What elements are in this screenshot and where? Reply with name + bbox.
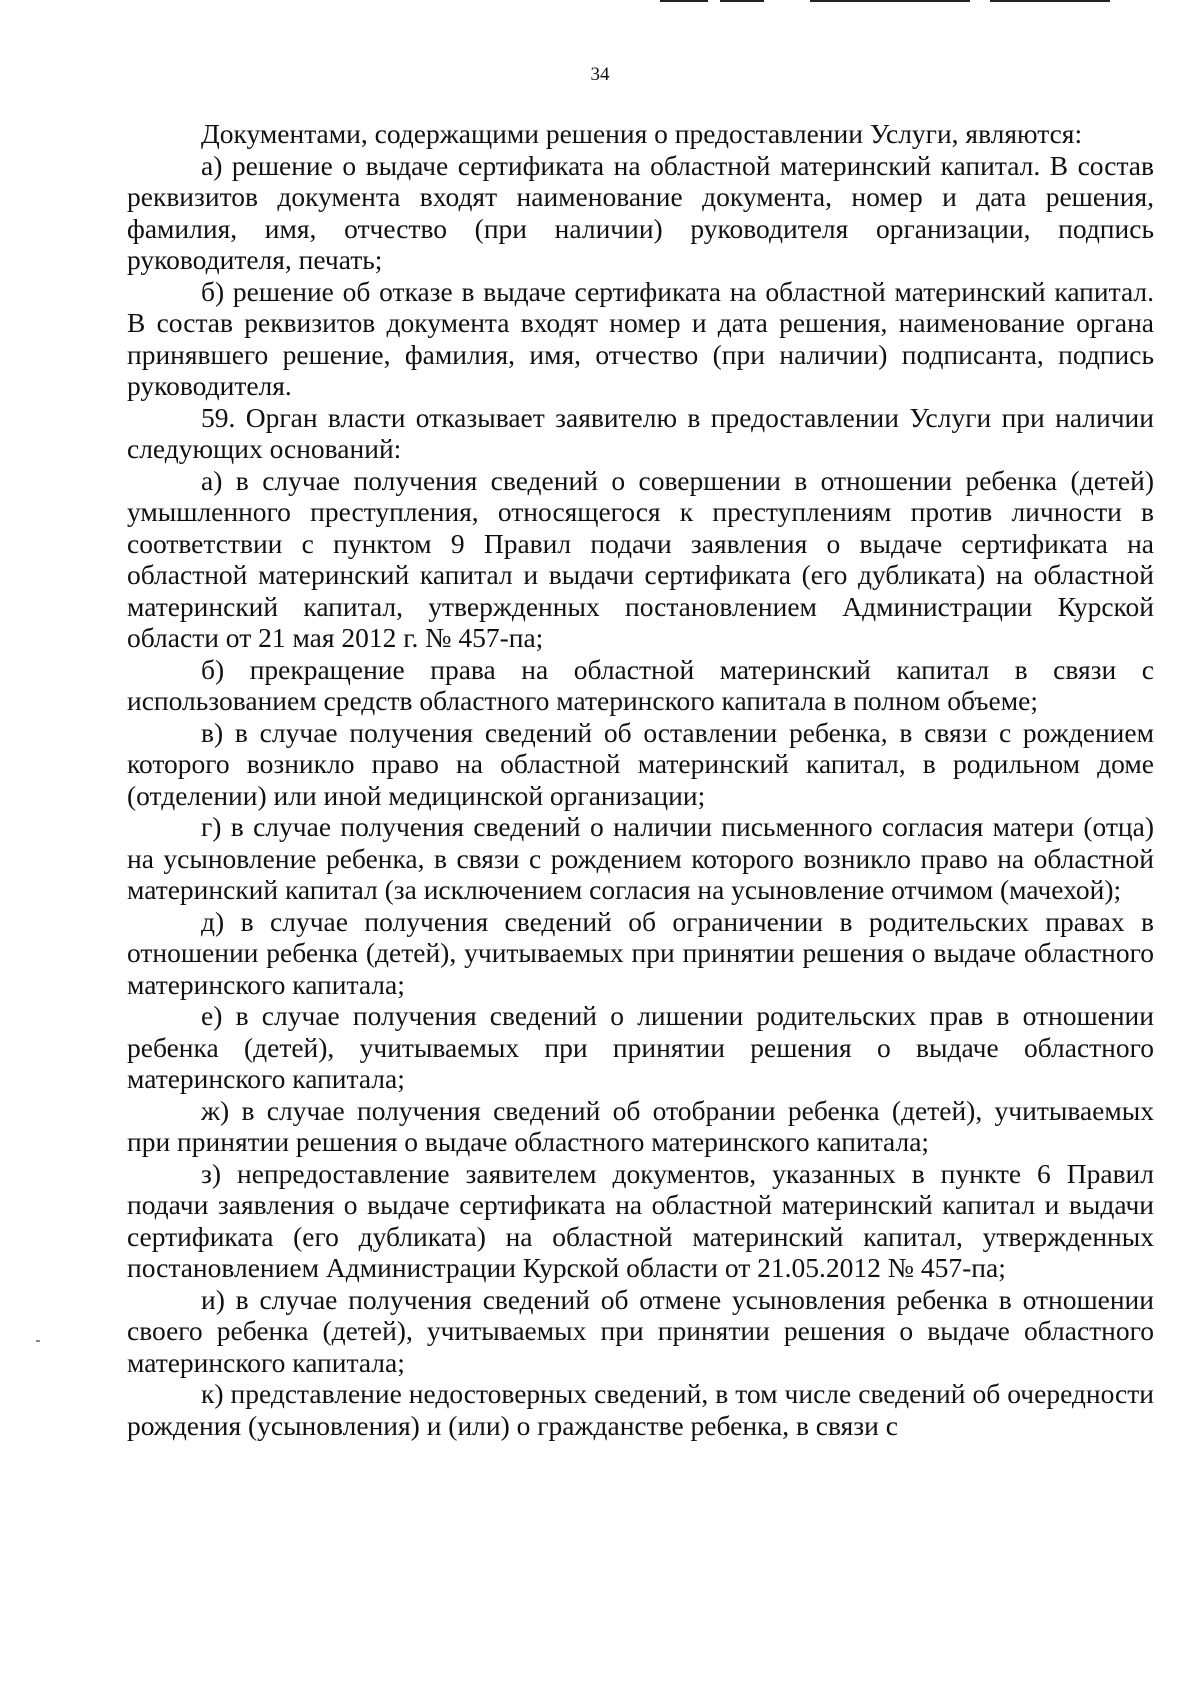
paragraph-clause-59: 59. Орган власти отказывает заявителю в предоставлении Услуги при наличии следующих оснований:	[127, 401, 1154, 464]
page-number: 34	[590, 64, 610, 85]
paragraph-ground-zh: ж) в случае получения сведений об отобрании ребенка (детей), учитываемых при принятии решения о выдаче областного материнского капитала;	[127, 1094, 1154, 1157]
paragraph-ground-k: к) представление недостоверных сведений, в том числе сведений об очередности рождения (усыновления) и (или) о гражданстве ребенка, в связи с	[127, 1378, 1154, 1441]
scan-mark	[810, 0, 970, 2]
scan-speck	[36, 1340, 40, 1342]
scan-mark	[990, 0, 1110, 2]
paragraph-ground-b: б) прекращение права на областной материнский капитал в связи с использованием средств областного материнского капитала в полном объеме;	[127, 653, 1154, 716]
paragraph-ground-d: д) в случае получения сведений об ограничении в родительских правах в отношении ребенка (детей), учитываемых при принятии решения о выдаче областного материнского капитала;	[127, 905, 1154, 1000]
paragraph-ground-g: г) в случае получения сведений о наличии письменного согласия матери (отца) на усыновление ребенка, в связи с рождением которого возникло право на областной материнский капитал (за исключением согласия на усыновление отчимом (мачехой);	[127, 811, 1154, 905]
document-body	[127, 118, 1154, 1441]
paragraph-item-a-decision: а) решение о выдаче сертификата на областной материнский капитал. В состав реквизитов документа входят наименование документа, номер и дата решения, фамилия, имя, отчество (при наличии) руководителя организации, подпись руководителя, печать;	[127, 149, 1154, 275]
scan-mark	[660, 0, 708, 2]
paragraph-ground-e: е) в случае получения сведений о лишении родительских прав в отношении ребенка (детей), учитываемых при принятии решения о выдаче областного материнского капитала;	[127, 1000, 1154, 1094]
paragraph-ground-z: з) непредоставление заявителем документов, указанных в пункте 6 Правил подачи заявления о выдаче сертификата на областной материнский капитал и выдачи сертификата (его дубликата) на областной материнский капитал, утвержденных постановлением Администрации Курской области от 21.05.2012 № 457-па;	[127, 1157, 1154, 1283]
paragraph-ground-v: в) в случае получения сведений об оставлении ребенка, в связи с рождением которого возникло право на областной материнский капитал, в родильном доме (отделении) или иной медицинской организации;	[127, 716, 1154, 811]
paragraph-ground-i: и) в случае получения сведений об отмене усыновления ребенка в отношении своего ребенка (детей), учитываемых при принятии решения о выдаче областного материнского капитала;	[127, 1283, 1154, 1378]
scan-mark	[720, 0, 764, 2]
paragraph-item-b-refusal: б) решение об отказе в выдаче сертификата на областной материнский капитал. В состав реквизитов документа входят номер и дата решения, наименование органа принявшего решение, фамилия, имя, отчество (при наличии) подписанта, подпись руководителя.	[127, 275, 1154, 401]
paragraph-ground-a: а) в случае получения сведений о совершении в отношении ребенка (детей) умышленного преступления, относящегося к преступлениям против личности в соответствии с пунктом 9 Правил подачи заявления о выдаче сертификата на областной материнский капитал и выдачи сертификата (его дубликата) на областной материнский капитал, утвержденных постановлением Администрации Курской области от 21 мая 2012 г. № 457-па;	[127, 464, 1154, 653]
scan-edge-marks	[660, 0, 1200, 4]
paragraph-intro: Документами, содержащими решения о предоставлении Услуги, являются:	[201, 118, 1083, 149]
